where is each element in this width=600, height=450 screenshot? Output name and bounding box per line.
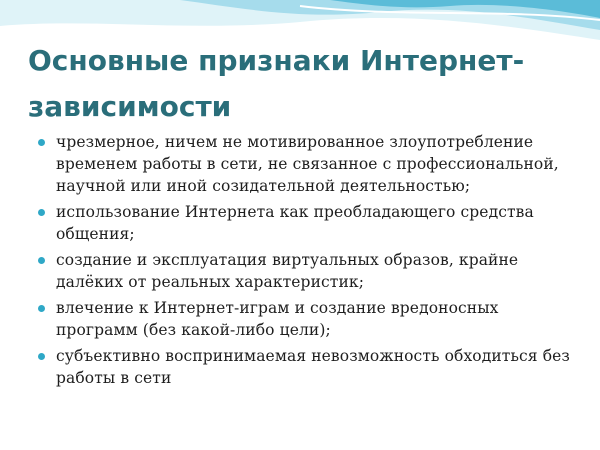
bullet-text: субъективно воспринимаемая невозможность обходиться без работы в сети — [56, 347, 570, 387]
bullet-item — [38, 131, 583, 197]
slide-title: Основные признаки Интернет-зависимости — [28, 44, 525, 123]
bullet-dot-icon — [38, 209, 45, 216]
bullet-item — [38, 345, 583, 389]
bullet-text: использование Интернета как преобладающего средства общения; — [56, 203, 534, 243]
bullet-item — [38, 249, 583, 293]
bullet-text: чрезмерное, ничем не мотивированное злоупотребление временем работы в сети, не связанное с профессиональной, научной или иной созидательной деятельностью; — [56, 133, 559, 195]
bullet-list — [38, 131, 583, 393]
bullet-dot-icon — [38, 305, 45, 312]
bullet-text: создание и эксплуатация виртуальных образов, крайне далёких от реальных характеристик; — [56, 251, 519, 291]
bullet-dot-icon — [38, 139, 45, 146]
bullet-dot-icon — [38, 257, 45, 264]
bullet-text: влечение к Интернет-играм и создание вредоносных программ (без какой-либо цели); — [56, 299, 499, 339]
bullet-item — [38, 297, 583, 341]
bullet-dot-icon — [38, 353, 45, 360]
bullet-item — [38, 201, 583, 245]
